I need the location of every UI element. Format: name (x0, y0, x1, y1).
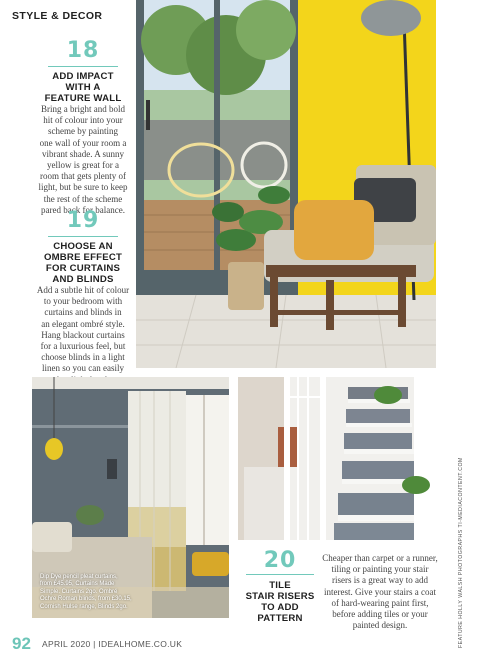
tip-number-19: 19 (66, 208, 100, 233)
tip-number-20: 20 (263, 548, 297, 573)
window (182, 395, 229, 545)
photo-credit: FEATURE HOLLY WALSH PHOTOGRAPHS TI-MEDIACONTENT.COM (458, 457, 464, 648)
yellow-pendant (45, 438, 63, 460)
tip-divider (246, 574, 314, 575)
tip-heading-20: TILE STAIR RISERS TO ADD PATTERN (245, 580, 315, 624)
stair-risers-photo (238, 377, 436, 540)
feature-wall-photo (136, 0, 436, 368)
mustard-chair (192, 552, 229, 576)
tip-number-18: 18 (66, 38, 100, 63)
plant-basket (228, 262, 264, 310)
photo-caption: Dip Dye pencil pleat curtains, from £45.95, Curtains Made Simple. Curtains 2go. Ombré Ochre Roman blinds, from £30.15, Cornish Hulse range, Blinds 2go. (40, 574, 132, 610)
tip-body-18: Bring a bright and bold hit of colour into your scheme by painting one wall of your room a vibrant shade. A sunny yellow is great for a room that gets plenty of light, but be sure to keep the rest of the scheme pared back for balance. (38, 104, 128, 215)
section-label: STYLE & DECOR (12, 10, 103, 22)
tip-heading-19: CHOOSE AN OMBRE EFFECT FOR CURTAINS AND BLINDS (43, 241, 123, 285)
mustard-cushion (294, 200, 374, 260)
tip-body-20: Cheaper than carpet or a runner, tiling or painting your stair risers is a great way to add interest. Give your stairs a coat of hard-wearing paint first, before adding tiles or your painted design. (322, 553, 438, 631)
ombre-curtains-photo (32, 377, 229, 618)
tip-body-19: Add a subtle hit of colour to your bedroom with curtains and blinds in an elegant ombré style. Hang blackout curtains for a luxurious feel, but choose blinds in a light linen so you can easily (36, 285, 130, 374)
tip-heading-18: ADD IMPACT WITH A FEATURE WALL (44, 71, 122, 104)
feature-wall-illustration (136, 0, 436, 368)
page-number: 92 (12, 634, 31, 653)
tip-divider (48, 66, 118, 67)
folio-text: APRIL 2020 | IDEALHOME.CO.UK (42, 639, 183, 649)
lamp-shade (361, 0, 421, 36)
tip-divider (48, 236, 118, 237)
stairs-illustration (238, 377, 436, 540)
